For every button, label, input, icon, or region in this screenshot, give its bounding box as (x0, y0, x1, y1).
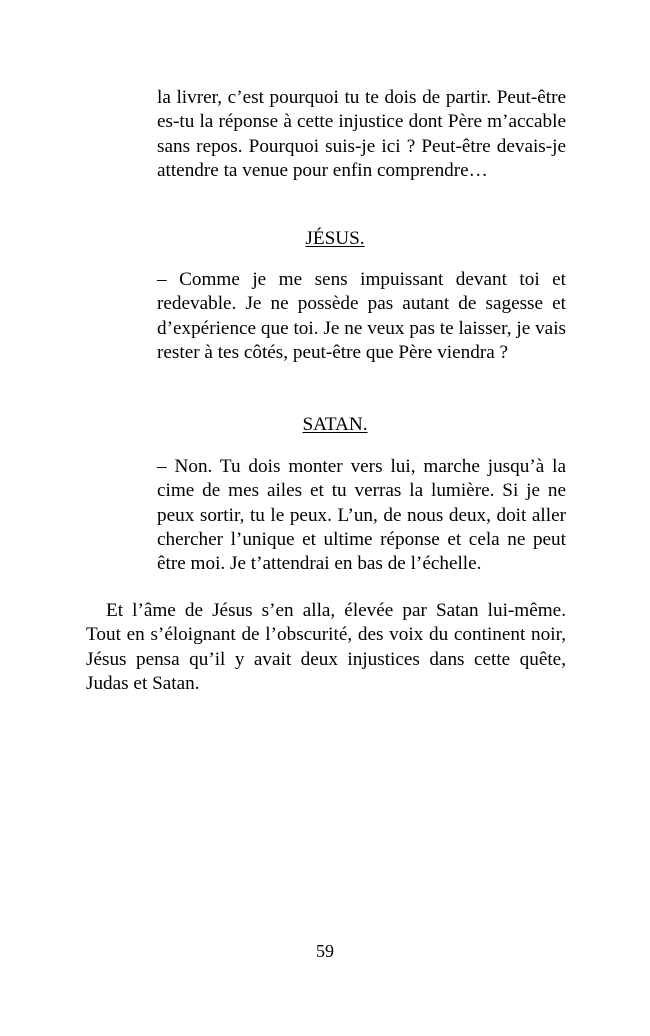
speaker-heading-satan: SATAN. (302, 414, 368, 435)
speaker-heading-jesus: JÉSUS. (305, 228, 365, 249)
jesus-dialogue: – Comme je me sens impuissant devant toi et redevable. Je ne possède pas autant de sagesse et d’expérience que toi. Je ne veux pas te laisser, je vais rester à tes côtés, peut-être que Père viendra ? (157, 269, 566, 363)
satan-dialogue: – Non. Tu dois monter vers lui, marche jusqu’à la cime de mes ailes et tu verras la lumière. Si je ne peux sortir, tu le peux. L’un, de nous deux, doit aller chercher l’unique et ultime réponse et cela ne peut être moi. Je t’attendrai en bas de l’échelle. (157, 456, 566, 575)
page-number: 59 (316, 941, 334, 961)
narrative-paragraph: Et l’âme de Jésus s’en alla, élevée par Satan lui-même. Tout en s’éloignant de l’obscurité, des voix du continent noir, Jésus pensa qu’il y avait deux injustices dans cette quête, Judas et Satan. (86, 600, 566, 694)
dialogue-continuation: la livrer, c’est pourquoi tu te dois de partir. Peut-être es-tu la réponse à cette injustice dont Père m’accable sans repos. Pourquoi suis-je ici ? Peut-être devais-je attendre ta venue pour enfin comprendre… (157, 87, 566, 181)
